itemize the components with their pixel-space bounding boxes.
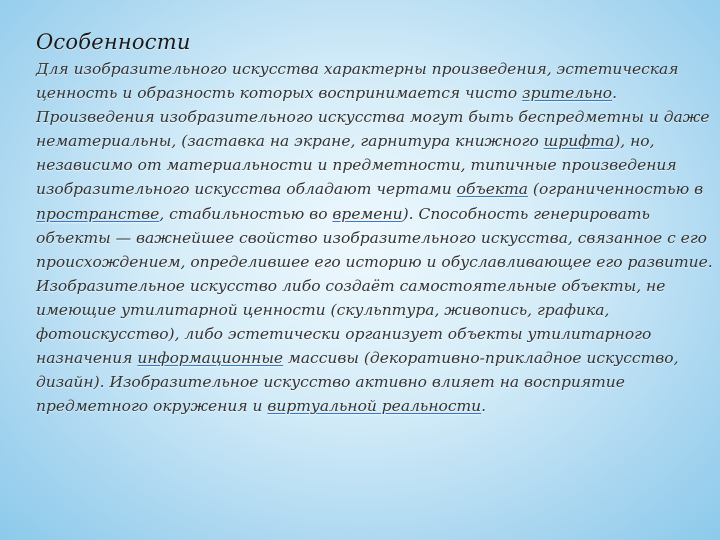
body-text-run: массивы (декоративно-прикладное искусство, дизайн). Изобразительное искусство активно влияет на восприятие предметного окружения и: [36, 350, 679, 416]
hyperlink[interactable]: времени: [332, 205, 403, 223]
hyperlink[interactable]: шрифта: [543, 133, 615, 151]
hyperlink[interactable]: виртуальной реальности: [267, 398, 482, 416]
body-text-run: (ограниченностью в: [528, 181, 704, 199]
body-text-run: . Произведения изобразительного искусства могут быть беспредметны и даже нематериальны, (заставка на экране, гарнитура книжного: [36, 85, 710, 151]
hyperlink[interactable]: информационные: [137, 350, 284, 368]
body-text-run: ). Способность генерировать объекты — важнейшее свойство изобразительного искусства, связанное с его происхождением, определившее его историю и обуславливающее его развитие. Изобразительное искусство либо создаёт самостоятельные объекты, не имеющие утилитарной ценности (скульптура, живопись, графика, фотоискусство), либо эстетически организует объекты утилитарного назначения: [36, 205, 713, 368]
hyperlink[interactable]: пространстве: [36, 205, 160, 223]
slide-body-text: [36, 58, 720, 419]
body-text-run: , стабильностью во: [159, 205, 333, 223]
hyperlink[interactable]: объекта: [456, 181, 529, 199]
body-text-run: ), но, независимо от материальности и предметности, типичные произведения изобразительного искусства обладают чертами: [36, 133, 677, 199]
slide-title: Особенности: [36, 30, 191, 54]
body-text-run: .: [481, 398, 487, 416]
body-text-run: Для изобразительного искусства характерны произведения, эстетическая ценность и образность которых воспринимается чисто: [36, 61, 679, 103]
hyperlink[interactable]: зрительно: [522, 85, 613, 103]
